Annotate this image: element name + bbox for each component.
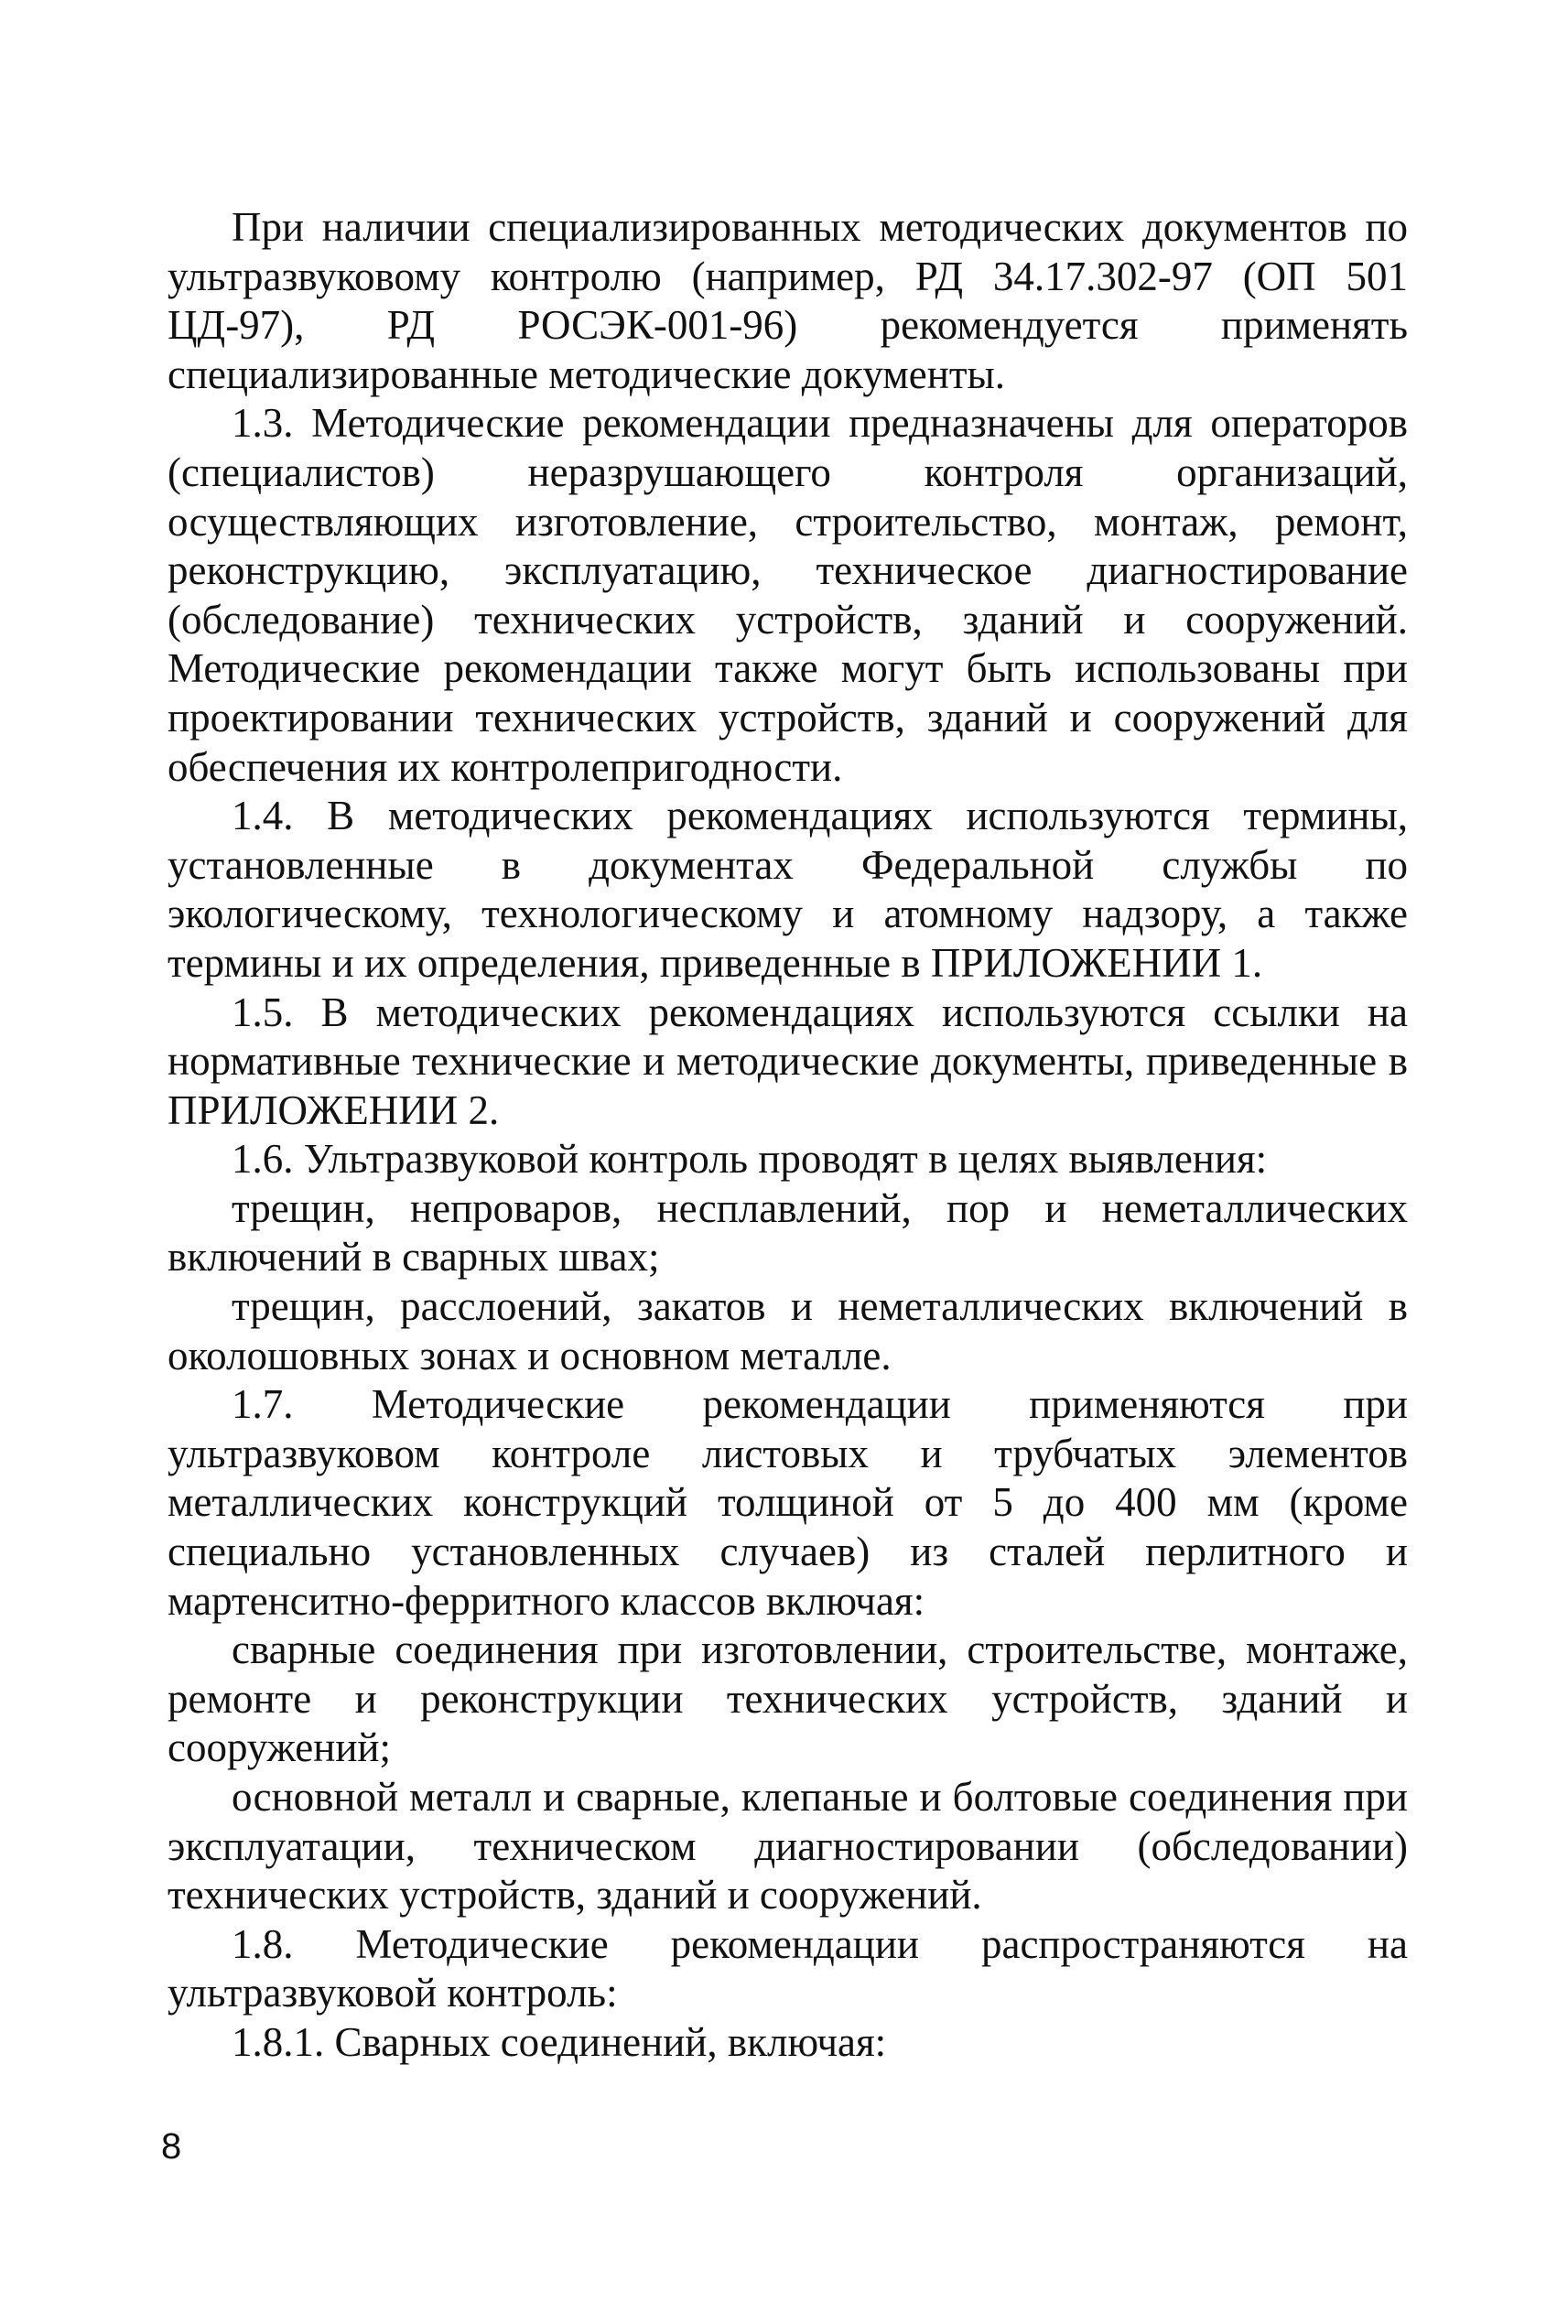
page-number: 8 bbox=[161, 2126, 182, 2167]
paragraph-1-8-1: 1.8.1. Сварных соединений, включая: bbox=[232, 2018, 887, 2065]
list-item-welded-joints: сварные соединения при изготовлении, строительстве, монтаже, ремонте и реконструкции технических устройств, зданий и сооружений; bbox=[168, 1627, 1408, 1771]
list-item-base-metal-defects: трещин, расслоений, закатов и неметаллических включений в околошовных зонах и основном металле. bbox=[168, 1283, 1408, 1378]
paragraph-1-7: 1.7. Методические рекомендации применяются при ультразвуковом контроле листовых и трубчатых элементов металлических конструкций толщиной от 5 до 400 мм (кроме специально установленных случаев) из сталей перлитного и мартенситно-ферритного классов включая: bbox=[168, 1381, 1408, 1624]
paragraph-1-3: 1.3. Методические рекомендации предназначены для операторов (специалистов) неразрушающего контроля организаций, осуществляющих изготовление, строительство, монтаж, ремонт, реконструкцию, эксплуатацию, техническое диагностирование (обследование) технических устройств, зданий и сооружений. Методические рекомендации также могут быть использованы при проектировании технических устройств, зданий и сооружений для обеспечения их контролепригодности. bbox=[168, 400, 1408, 790]
paragraph-1-8: 1.8. Методические рекомендации распространяются на ультразвуковой контроль: bbox=[168, 1920, 1408, 2016]
body-text bbox=[168, 203, 1408, 2068]
paragraph-1-5: 1.5. В методических рекомендациях используются ссылки на нормативные технические и методические документы, приведенные в ПРИЛОЖЕНИИ 2. bbox=[168, 989, 1408, 1133]
list-item-base-metal-joints: основной металл и сварные, клепаные и болтовые соединения при эксплуатации, техническом диагностировании (обследовании) технических устройств, зданий и сооружений. bbox=[168, 1774, 1408, 1919]
list-item-weld-defects: трещин, непроваров, несплавлений, пор и неметаллических включений в сварных швах; bbox=[168, 1184, 1408, 1281]
paragraph-1-4: 1.4. В методических рекомендациях используются термины, установленные в документах Федеральной службы по экологическому, технологическому и атомному надзору, а также термины и их определения, приведенные в ПРИЛОЖЕНИИ 1. bbox=[168, 793, 1408, 986]
paragraph-specialized-docs: При наличии специализированных методических документов по ультразвуковому контролю (например, РД 34.17.302-97 (ОП 501 ЦД-97), РД РОСЭК-001-96) рекомендуется применять специализированные методические документы. bbox=[168, 204, 1408, 397]
paragraph-1-6: 1.6. Ультразвуковой контроль проводят в целях выявления: bbox=[232, 1136, 1268, 1183]
